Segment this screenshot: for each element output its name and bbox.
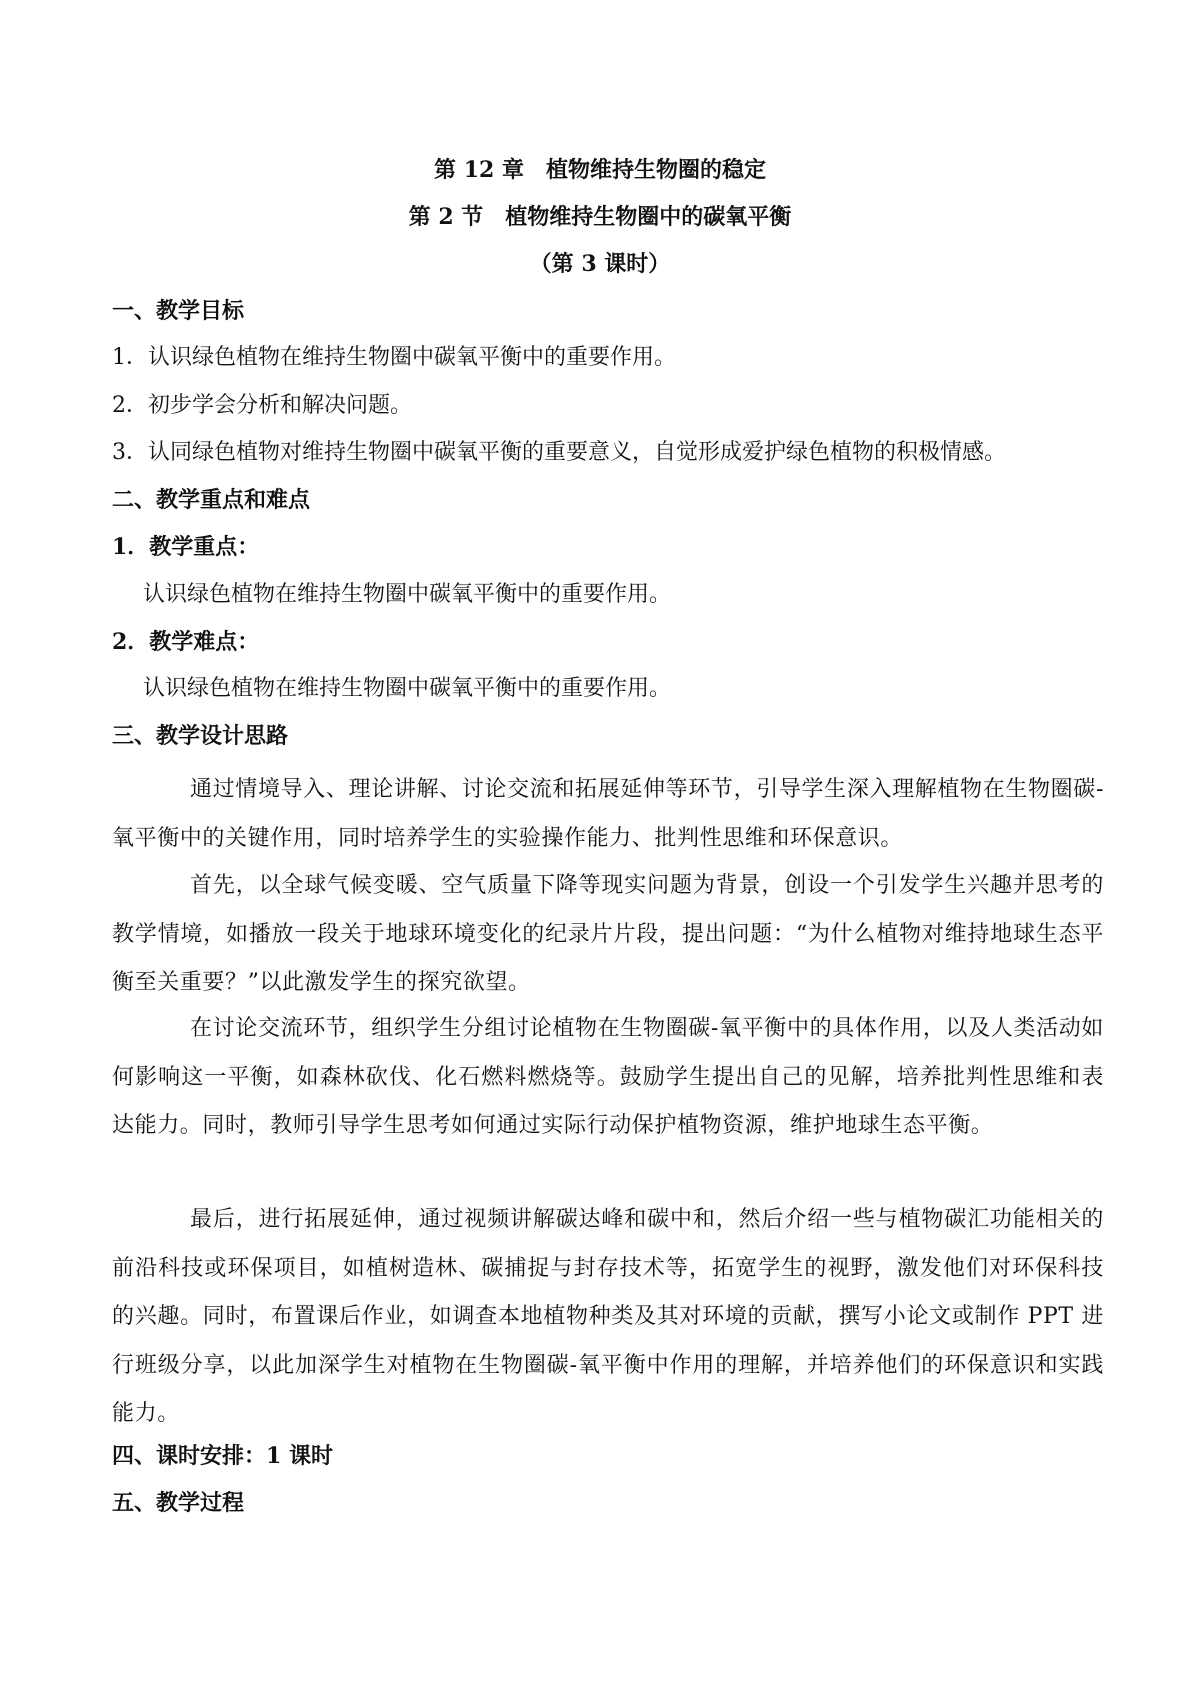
section-title: 第 2 节 植物维持生物圈中的碳氧平衡 — [408, 204, 792, 230]
process-heading: 五、教学过程 — [112, 1490, 245, 1516]
objectives-heading: 一、教学目标 — [112, 298, 245, 324]
design-heading: 三、教学设计思路 — [112, 723, 289, 749]
objective-item-1: 1．认识绿色植物在维持生物圈中碳氧平衡中的重要作用。 — [112, 345, 676, 370]
keypoints-heading: 二、教学重点和难点 — [112, 487, 311, 513]
design-paragraph-2: 首先，以全球气候变暖、空气质量下降等现实问题为背景，创设一个引发学生兴趣并思考的教学情境，如播放一段关于地球环境变化的纪录片片段，提出问题：“为什么植物对维持地球生态平衡至关重要？”以此激发学生的探究欲望。 — [112, 873, 1104, 995]
objective-item-2: 2．初步学会分析和解决问题。 — [112, 393, 412, 418]
focus-text: 认识绿色植物在维持生物圈中碳氧平衡中的重要作用。 — [143, 582, 672, 607]
design-paragraph-1: 通过情境导入、理论讲解、讨论交流和拓展延伸等环节，引导学生深入理解植物在生物圈碳-氧平衡中的关键作用，同时培养学生的实验操作能力、批判性思维和环保意识。 — [112, 777, 1104, 851]
design-paragraph-4: 最后，进行拓展延伸，通过视频讲解碳达峰和碳中和，然后介绍一些与植物碳汇功能相关的前沿科技或环保项目，如植树造林、碳捕捉与封存技术等，拓宽学生的视野，激发他们对环保科技的兴趣。同时，布置课后作业，如调查本地植物种类及其对环境的贡献，撰写小论文或制作 PPT 进行班级分享，以此加深学生对植物在生物圈碳-氧平衡中作用的理解，并培养他们的环保意识和实践能力。 — [112, 1207, 1104, 1426]
schedule-heading: 四、课时安排：1 课时 — [112, 1443, 333, 1469]
chapter-title: 第 12 章 植物维持生物圈的稳定 — [434, 157, 766, 183]
objective-item-3: 3．认同绿色植物对维持生物圈中碳氧平衡的重要意义，自觉形成爱护绿色植物的积极情感。 — [112, 440, 1007, 465]
difficulty-text: 认识绿色植物在维持生物圈中碳氧平衡中的重要作用。 — [143, 676, 672, 701]
focus-label: 1．教学重点： — [112, 534, 260, 560]
difficulty-label: 2．教学难点： — [112, 629, 260, 655]
design-paragraph-3: 在讨论交流环节，组织学生分组讨论植物在生物圈碳-氧平衡中的具体作用，以及人类活动如何影响这一平衡，如森林砍伐、化石燃料燃烧等。鼓励学生提出自己的见解，培养批判性思维和表达能力。同时，教师引导学生思考如何通过实际行动保护植物资源，维护地球生态平衡。 — [112, 1016, 1104, 1138]
lesson-title: （第 3 课时） — [529, 251, 671, 277]
